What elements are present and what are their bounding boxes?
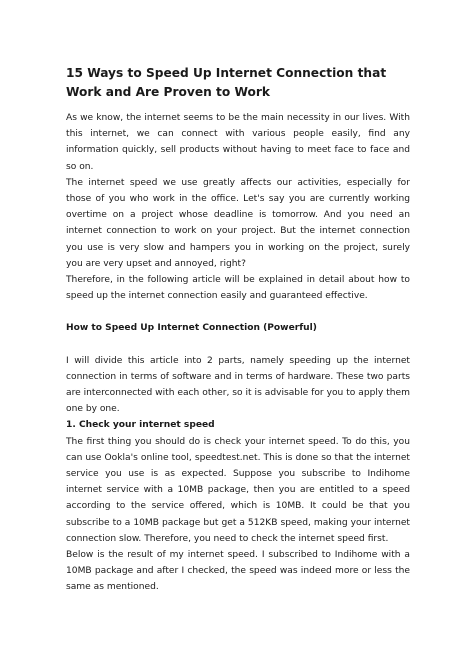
step-1-paragraph-1: The first thing you should do is check your internet speed. To do this, you can use Ookla's online tool, speedtest.net. This is done so that the internet service you use is as expected. Suppose you subscribe to Indihome internet service with a 10MB package, then you are entitled to a speed according to the service offered, which is 10MB. It could be that you subscribe to a 10MB package but get a 512KB speed, making your internet connection slow. Therefore, you need to check the internet speed first. [66,436,410,544]
step-1-heading: 1. Check your internet speed [66,420,215,431]
section-paragraph: I will divide this article into 2 parts, namely speeding up the internet connection in terms of software and in terms of hardware. These two parts are interconnected with each other, so it is advisable for you to apply them one by one. [66,355,410,415]
intro-paragraph-1: As we know, the internet seems to be the main necessity in our lives. With this internet, we can connect with various people easily, find any information quickly, sell products without having to meet face to face and so on. [66,113,410,172]
step-1-paragraph-2: Below is the result of my internet speed. I subscribed to Indihome with a 10MB package and after I checked, the speed was indeed more or less the same as mentioned. [66,550,410,593]
intro-paragraph-3: Therefore, in the following article will be explained in detail about how to speed up the internet connection easily and guaranteed effective. [66,275,410,302]
section-heading: How to Speed Up Internet Connection (Powerful) [66,323,317,334]
spacer [66,304,410,320]
intro-paragraph-2: The internet speed we use greatly affects our activities, especially for those of you who work in the office. Let's say you are currently working overtime on a project whose deadline is tomorrow. And you need an internet connection to work on your project. But the internet connection you use is very slow and hampers you in working on the project, surely you are very upset and annoyed, right? [66,177,410,269]
document-title: 15 Ways to Speed Up Internet Connection that Work and Are Proven to Work [66,66,387,99]
spacer [66,337,410,353]
document-page [66,64,410,596]
